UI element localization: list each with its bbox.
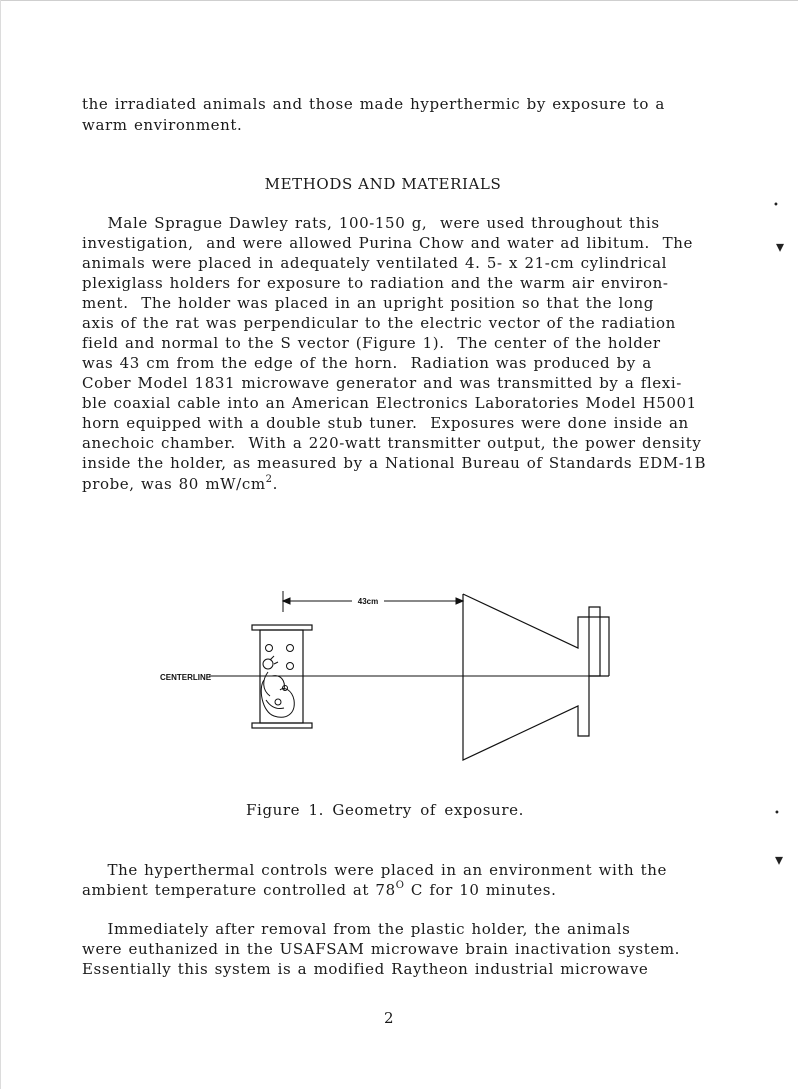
controls-line: The hyperthermal controls were placed in an environment with the (82, 861, 668, 879)
scan-mark: ▾ (776, 237, 785, 256)
final-line: Immediately after removal from the plastic holder, the animals (82, 920, 631, 938)
methods-line: field and normal to the S vector (Figure 1). The center of the holder (82, 334, 661, 352)
controls-tail: C for 10 minutes. (404, 881, 557, 899)
intro-line: the irradiated animals and those made hyperthermic by exposure to a (82, 95, 665, 113)
microwave-horn (463, 594, 609, 760)
methods-line: inside the holder, as measured by a National Bureau of Standards EDM-1B (82, 454, 707, 472)
rat-illustration (261, 645, 294, 718)
controls-line-2 (82, 880, 556, 900)
methods-line: animals were placed in adequately ventilated 4. 5- x 21-cm cylindrical (82, 254, 668, 272)
section-heading: METHODS AND MATERIALS (264, 175, 502, 193)
rat-holder (252, 625, 312, 728)
scan-mark: ▾ (775, 850, 784, 869)
methods-line: anechoic chamber. With a 220-watt transmitter output, the power density (82, 434, 702, 452)
methods-line: ble coaxial cable into an American Electronics Laboratories Model H5001 (82, 394, 697, 412)
methods-last-text: probe, was 80 mW/cm (82, 475, 266, 493)
page-number: 2 (384, 1009, 394, 1027)
methods-line: investigation, and were allowed Purina Chow and water ad libitum. The (82, 234, 693, 252)
controls-text: ambient temperature controlled at 78 (82, 881, 396, 899)
methods-line: horn equipped with a double stub tuner. Exposures were done inside an (82, 414, 689, 432)
degree-symbol: O (395, 880, 405, 891)
final-line: Essentially this system is a modified Raytheon industrial microwave (82, 960, 649, 978)
methods-line: Male Sprague Dawley rats, 100-150 g, were used throughout this (82, 214, 660, 232)
scan-mark: • (773, 200, 779, 211)
figure-caption: Figure 1. Geometry of exposure. (246, 801, 524, 819)
intro-line: warm environment. (82, 116, 243, 134)
superscript-2: 2 (265, 474, 273, 485)
final-line: were euthanized in the USAFSAM microwave brain inactivation system. (82, 940, 681, 958)
scan-mark: • (774, 808, 780, 819)
methods-last-period: . (272, 475, 278, 493)
methods-line: was 43 cm from the edge of the horn. Radiation was produced by a (82, 354, 652, 372)
methods-line: Cober Model 1831 microwave generator and was transmitted by a flexi- (82, 374, 682, 392)
centerline-label: CENTERLINE (160, 673, 212, 682)
methods-line: axis of the rat was perpendicular to the electric vector of the radiation (82, 314, 676, 332)
methods-line: plexiglass holders for exposure to radiation and the warm air environ- (82, 274, 669, 292)
distance-label: 43cm (357, 597, 379, 606)
methods-line: ment. The holder was placed in an upright position so that the long (82, 294, 654, 312)
